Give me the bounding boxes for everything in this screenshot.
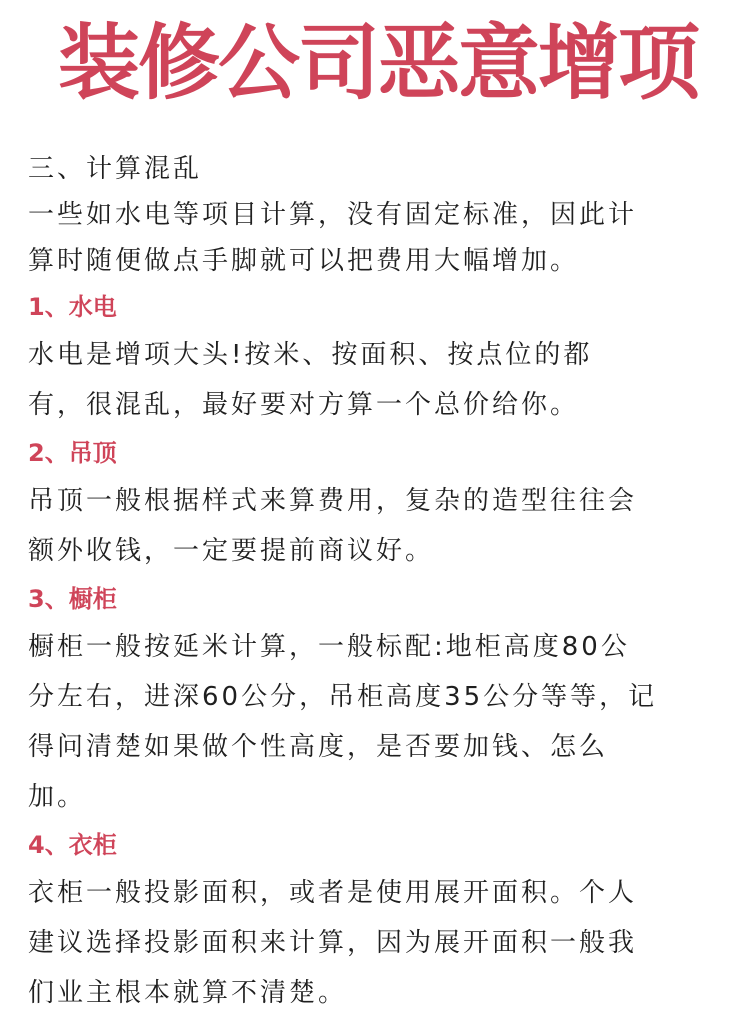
item-line: 建议选择投影面积来计算，因为展开面积一般我	[28, 928, 638, 958]
item-line: 额外收钱，一定要提前商议好。	[28, 536, 435, 566]
item-heading-cabinets: 3、橱柜	[28, 585, 117, 613]
intro-line-2: 算时随便做点手脚就可以把费用大幅增加。	[28, 246, 580, 276]
item-line: 衣柜一般投影面积，或者是使用展开面积。个人	[28, 878, 638, 908]
article-body	[28, 146, 728, 1018]
item-line: 有，很混乱，最好要对方算一个总价给你。	[28, 390, 580, 420]
item-heading-ceiling: 2、吊顶	[28, 439, 117, 467]
item-line: 得问清楚如果做个性高度，是否要加钱、怎么	[28, 732, 609, 762]
intro-line-1: 一些如水电等项目计算，没有固定标准，因此计	[28, 200, 638, 230]
item-line: 吊顶一般根据样式来算费用，复杂的造型往往会	[28, 486, 638, 516]
item-heading-wardrobe: 4、衣柜	[28, 831, 117, 859]
item-heading-plumbing-electric: 1、水电	[28, 293, 117, 321]
item-line: 分左右，进深60公分，吊柜高度35公分等等，记	[28, 682, 658, 712]
item-line: 橱柜一般按延米计算，一般标配:地柜高度80公	[28, 632, 630, 662]
item-line: 水电是增项大头!按米、按面积、按点位的都	[28, 340, 593, 370]
item-line: 们业主根本就算不清楚。	[28, 978, 348, 1008]
section-heading: 三、计算混乱	[28, 154, 203, 184]
page-title: 装修公司恶意增项	[57, 16, 698, 111]
item-line: 加。	[28, 782, 87, 812]
